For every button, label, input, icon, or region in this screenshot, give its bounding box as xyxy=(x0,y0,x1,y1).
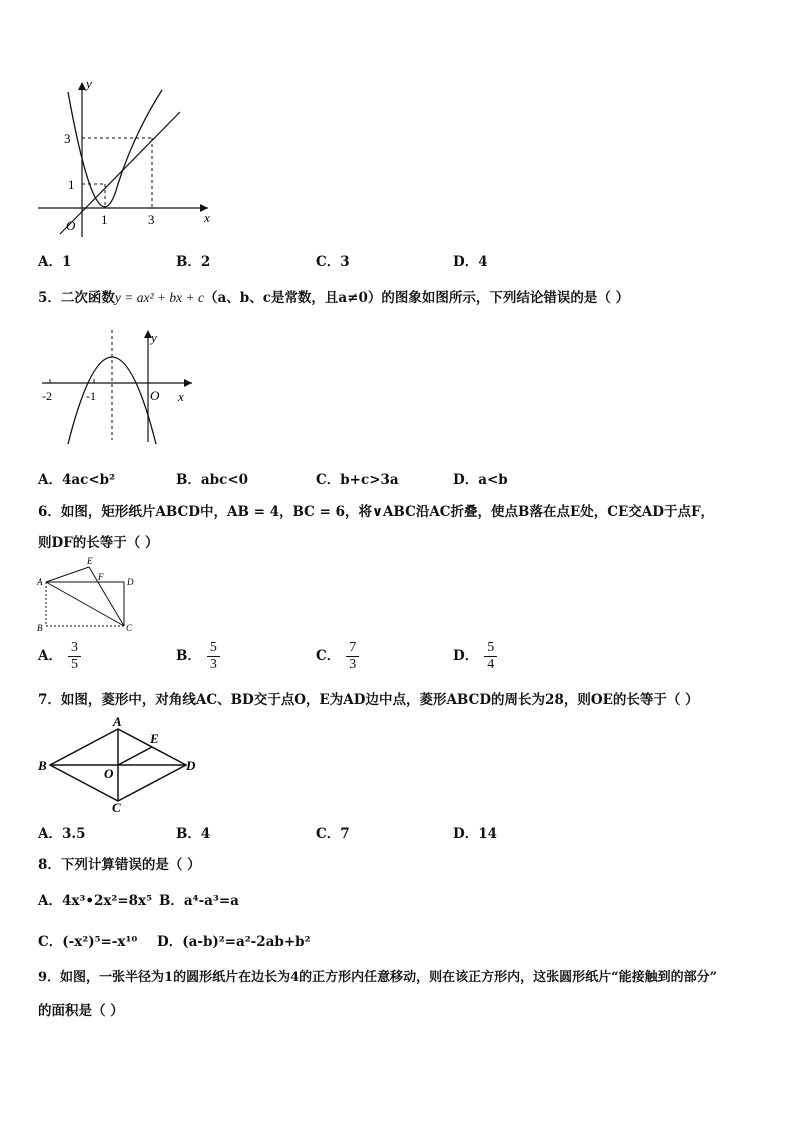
q7-figure xyxy=(36,712,206,812)
q7-label-D: D xyxy=(186,758,196,773)
q6-option-b-label: B． xyxy=(176,648,201,664)
q5-origin-label: O xyxy=(150,388,160,403)
q5-text-pre: 二次函数 xyxy=(60,290,115,306)
q5-tick-minus1: -1 xyxy=(86,389,96,403)
q6-option-a-label: A． xyxy=(38,648,62,664)
q5-option-a[interactable]: A．4ac<b² xyxy=(38,472,115,488)
q5-formula: y = ax² + bx + c xyxy=(114,290,205,305)
q6-option-b-fraction: $\frac{5}{3}$ xyxy=(207,640,220,673)
q6-label-E: E xyxy=(87,556,93,566)
q8-option-d[interactable]: D．(a-b)²=a²-2ab+b² xyxy=(157,934,311,950)
q6-option-b[interactable] xyxy=(176,640,220,673)
q6-label-C: C xyxy=(126,623,133,633)
q5-x-label: x xyxy=(178,389,184,404)
q6-label-F: F xyxy=(98,572,104,582)
q8-option-c[interactable]: C．(-x²)⁵=-x¹⁰ xyxy=(38,934,138,950)
q4-figure xyxy=(30,72,220,240)
q5-stem xyxy=(38,286,629,306)
q6-option-a-fraction: $\frac{3}{5}$ xyxy=(68,640,81,673)
q7-label-C: C xyxy=(112,800,121,812)
q4-option-c[interactable]: C．3 xyxy=(316,254,350,270)
q6-option-d[interactable] xyxy=(453,640,497,673)
x-axis-label: x xyxy=(204,210,210,225)
q7-option-b[interactable]: B．4 xyxy=(176,826,211,842)
q8-option-a[interactable]: A．4x³•2x²=8x⁵ xyxy=(38,893,152,909)
q6-stem-line2: 则DF的长等于（ ） xyxy=(38,535,159,551)
q6-option-a[interactable] xyxy=(38,640,81,673)
x-tick-3: 3 xyxy=(148,212,155,227)
q5-figure xyxy=(38,326,198,448)
q7-label-O: O xyxy=(104,766,114,781)
q5-option-c[interactable]: C．b+c>3a xyxy=(316,472,399,488)
q5-tick-minus2: -2 xyxy=(42,389,52,403)
origin-label: O xyxy=(66,218,76,233)
q6-option-c-label: C． xyxy=(316,648,341,664)
q5-number: 5． xyxy=(38,290,61,306)
q4-option-d[interactable]: D．4 xyxy=(453,254,488,270)
q4-option-b[interactable]: B．2 xyxy=(176,254,211,270)
q9-stem-line2: 的面积是（ ） xyxy=(38,1003,124,1019)
q7-label-B: B xyxy=(38,758,47,773)
q8-option-b[interactable]: B．a⁴-a³=a xyxy=(159,893,239,909)
x-tick-1: 1 xyxy=(101,212,108,227)
q7-option-d[interactable]: D．14 xyxy=(453,826,497,842)
q7-option-a[interactable]: A．3.5 xyxy=(38,826,86,842)
q7-option-c[interactable]: C．7 xyxy=(316,826,350,842)
q9-stem-line1: 9．如图，一张半径为1的圆形纸片在边长为4的正方形内任意移动，则在该正方形内，这张圆形纸片“能接触到的部分” xyxy=(38,970,718,985)
q6-option-c[interactable] xyxy=(316,640,359,673)
q5-option-d[interactable]: D．a<b xyxy=(453,472,508,488)
q5-text-post: （a、b、c是常数，且a≠0）的图象如图所示，下列结论错误的是（ ） xyxy=(204,290,630,306)
q4-option-a[interactable]: A．1 xyxy=(38,254,72,270)
q7-stem: 7．如图，菱形中，对角线AC、BD交于点O，E为AD边中点，菱形ABCD的周长为28，则OE的长等于（ ） xyxy=(38,692,699,708)
q8-stem: 8．下列计算错误的是（ ） xyxy=(38,857,201,873)
q6-label-A: A xyxy=(37,577,43,587)
y-tick-3: 3 xyxy=(64,131,71,146)
q6-option-d-fraction: $\frac{5}{4}$ xyxy=(484,640,497,673)
q5-y-label: y xyxy=(151,330,157,345)
q7-label-A: A xyxy=(113,714,122,729)
q6-label-B: B xyxy=(37,623,43,633)
q6-option-d-label: D． xyxy=(453,648,479,664)
y-axis-label: y xyxy=(86,76,92,91)
q6-figure xyxy=(34,555,144,635)
q6-label-D: D xyxy=(127,577,134,587)
q6-stem-line1: 6．如图，矩形纸片ABCD中，AB = 4，BC = 6，将∨ABC沿AC折叠，使点B落在点E处，CE交AD于点F， xyxy=(38,504,715,520)
y-tick-1: 1 xyxy=(68,177,75,192)
q7-label-E: E xyxy=(150,731,159,746)
q5-option-b[interactable]: B．abc<0 xyxy=(176,472,249,488)
q6-option-c-fraction: $\frac{7}{3}$ xyxy=(346,640,359,673)
